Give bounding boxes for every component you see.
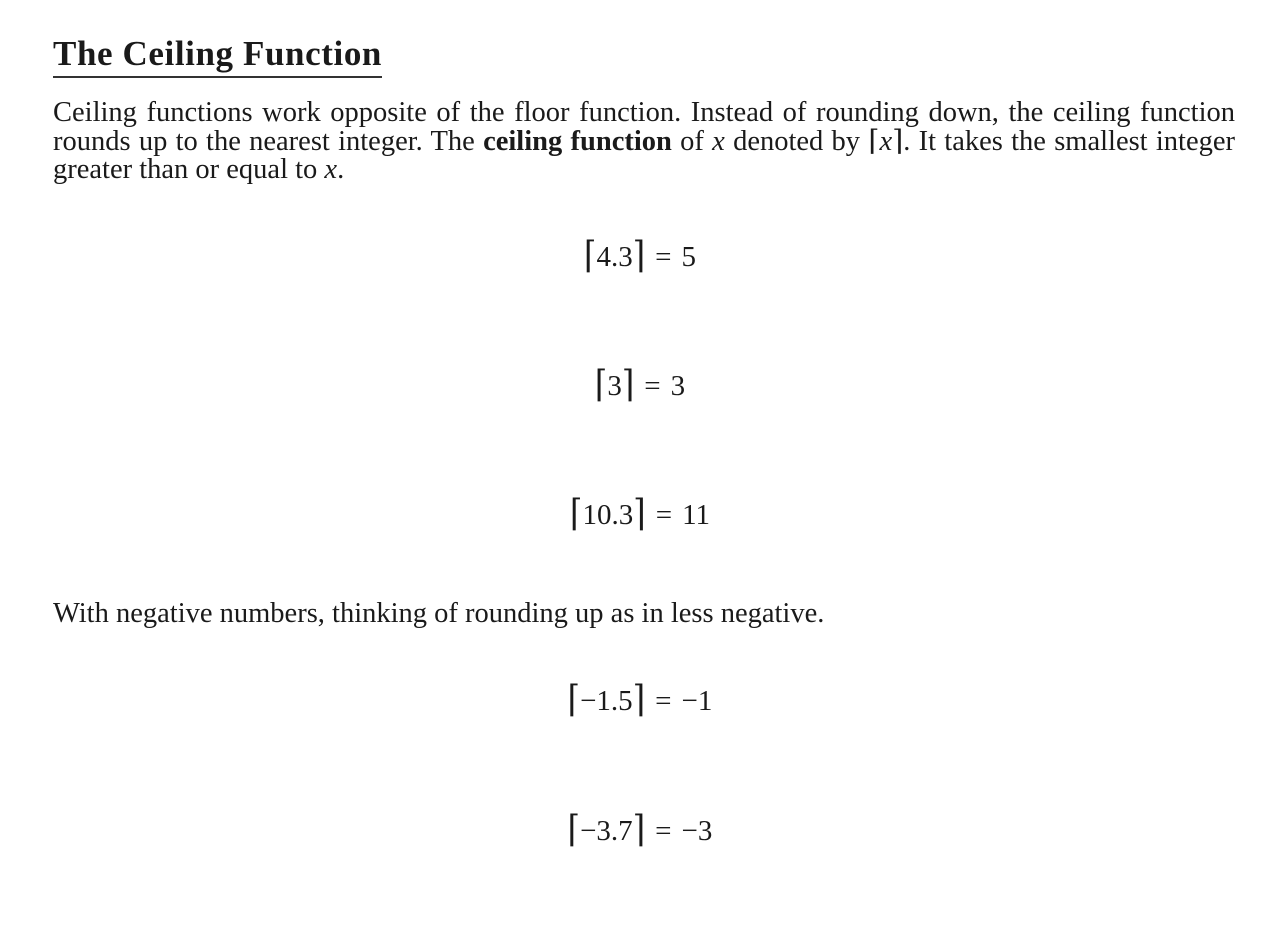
intro-text-1: Ceiling functions work opposite of the floor function. Instead of rounding down, the ceiling function rounds up to the nearest integer. The [53, 97, 1235, 157]
ceil-right-bracket: ⌉ [632, 808, 646, 850]
ceiling-notation [868, 126, 903, 157]
equation-input: 10.3 [582, 499, 634, 531]
variable-x-2: x [324, 154, 338, 185]
equation-example-1 [0, 234, 1280, 276]
notation-variable: x [879, 125, 893, 157]
bold-term: ceiling function [483, 125, 672, 157]
intro-text-5: . [337, 154, 345, 185]
equation-example-2 [0, 363, 1280, 405]
equation-output: −3 [681, 815, 713, 847]
equals-sign: = [655, 815, 672, 847]
ceil-right-bracket: ⌉ [633, 492, 646, 534]
ceil-right-bracket: ⌉ [621, 363, 635, 405]
equation-example-3 [0, 492, 1280, 534]
equals-sign: = [655, 499, 673, 531]
variable-x: x [712, 125, 725, 157]
equation-input: −3.7 [580, 815, 633, 847]
intro-text-3: denoted by [724, 125, 869, 157]
equation-output: −1 [681, 685, 713, 717]
equation-output: 11 [682, 499, 710, 531]
equation-negative-example-2 [0, 808, 1280, 850]
ceil-left-bracket: ⌈ [868, 125, 880, 157]
equation-input: −1.5 [580, 685, 633, 717]
ceil-left-bracket: ⌈ [569, 492, 583, 534]
equation-input: 3 [607, 370, 622, 402]
equation-negative-example-1 [0, 678, 1280, 720]
intro-text-2: of [671, 125, 713, 157]
equation-input: 4.3 [596, 241, 633, 273]
negative-numbers-note: With negative numbers, thinking of rounding up as in less negative. [53, 598, 825, 629]
ceil-left-bracket: ⌈ [567, 808, 581, 850]
ceil-left-bracket: ⌈ [567, 678, 581, 720]
intro-text-4: . It takes the smallest integer greater than or equal to [53, 125, 1235, 185]
ceil-right-bracket: ⌉ [632, 678, 646, 720]
equation-output: 3 [670, 370, 686, 402]
ceil-left-bracket: ⌈ [594, 363, 608, 405]
equals-sign: = [655, 685, 672, 717]
equals-sign: = [655, 241, 672, 273]
ceil-right-bracket: ⌉ [892, 125, 904, 157]
intro-paragraph [53, 99, 1235, 185]
ceil-left-bracket: ⌈ [583, 234, 597, 276]
page-title: The Ceiling Function [53, 33, 382, 78]
equation-output: 5 [681, 241, 697, 273]
ceil-right-bracket: ⌉ [632, 234, 646, 276]
equals-sign: = [644, 370, 661, 402]
